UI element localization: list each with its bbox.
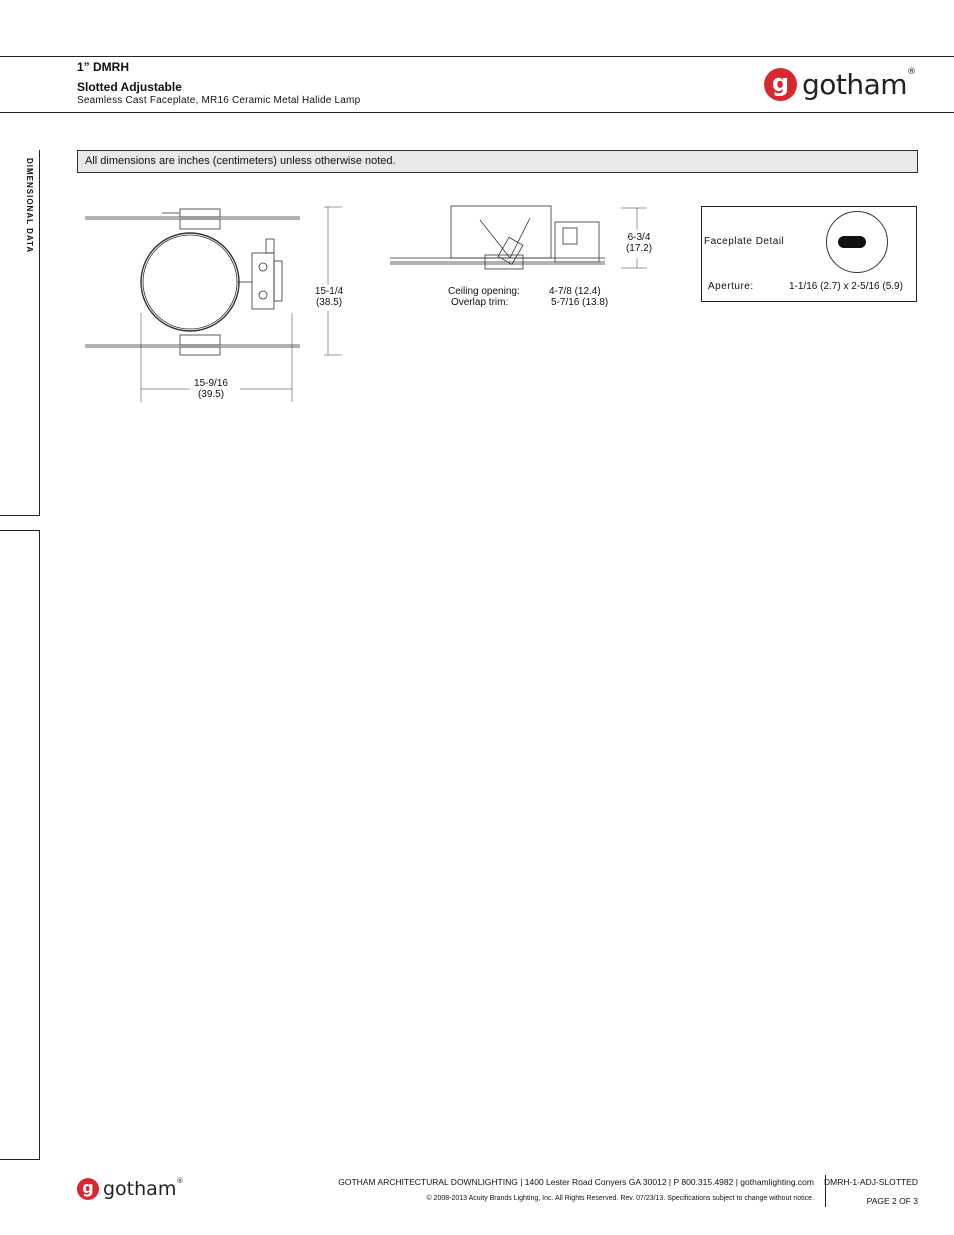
logo-wordmark: gotham <box>802 67 908 101</box>
ceiling-opening-value: 4-7/8 (12.4) <box>549 286 601 297</box>
plan-height-inches: 15-1/4 <box>314 286 344 297</box>
footer-logo <box>77 1177 183 1201</box>
footer-logo-g-icon: g <box>77 1178 99 1200</box>
side-height-inches: 6-3/4 <box>627 232 651 243</box>
footer-page-number: PAGE 2 OF 3 <box>866 1196 918 1206</box>
aperture-label: Aperture: <box>708 281 754 292</box>
overlap-trim-label: Overlap trim: <box>451 297 509 308</box>
side-view-drawing <box>385 200 660 280</box>
side-height-cm: (17.2) <box>625 243 653 254</box>
footer-company-line: GOTHAM ARCHITECTURAL DOWNLIGHTING | 1400 Lester Road Conyers GA 30012 | P 800.315.4982 | gothamlighting.com <box>338 1177 814 1187</box>
faceplate-detail-title: Faceplate Detail <box>704 236 785 247</box>
product-description: Seamless Cast Faceplate, MR16 Ceramic Metal Halide Lamp <box>77 95 361 106</box>
plan-height-cm: (38.5) <box>315 297 343 308</box>
header-bottom-rule <box>0 112 954 113</box>
overlap-trim-value: 5-7/16 (13.8) <box>551 297 609 308</box>
footer-logo-wordmark: gotham <box>103 1178 177 1200</box>
plan-width-inches: 15-9/16 <box>194 378 228 389</box>
footer-doc-id: DMRH-1-ADJ-SLOTTED <box>824 1177 918 1187</box>
aperture-value: 1-1/16 (2.7) x 2-5/16 (5.9) <box>789 281 903 292</box>
footer-copyright: © 2008-2013 Acuity Brands Lighting, Inc. All Rights Reserved. Rev. 07/23/13. Specifications subject to change without notice. <box>426 1195 814 1202</box>
header-logo <box>764 67 916 101</box>
side-tab-frame-bottom <box>0 530 40 1160</box>
aperture-slot <box>838 236 866 248</box>
side-tab-frame-top <box>0 150 40 516</box>
logo-registered: ® <box>907 67 917 77</box>
product-name: Slotted Adjustable <box>77 80 182 94</box>
faceplate-detail-box <box>701 206 917 302</box>
footer-logo-registered: ® <box>176 1177 184 1185</box>
plan-height-dimension <box>306 286 352 308</box>
side-height-dimension <box>620 232 658 254</box>
product-line: 1” DMRH <box>77 60 130 74</box>
dimension-note: All dimensions are inches (centimeters) unless otherwise noted. <box>77 150 918 173</box>
ceiling-opening-label: Ceiling opening: <box>448 286 520 297</box>
plan-width-cm: (39.5) <box>197 389 225 400</box>
plan-width-dimension <box>186 378 236 400</box>
side-tab-label: DIMENSIONAL DATA <box>25 158 34 254</box>
header-top-rule <box>0 56 954 57</box>
logo-g-icon: g <box>764 68 797 101</box>
